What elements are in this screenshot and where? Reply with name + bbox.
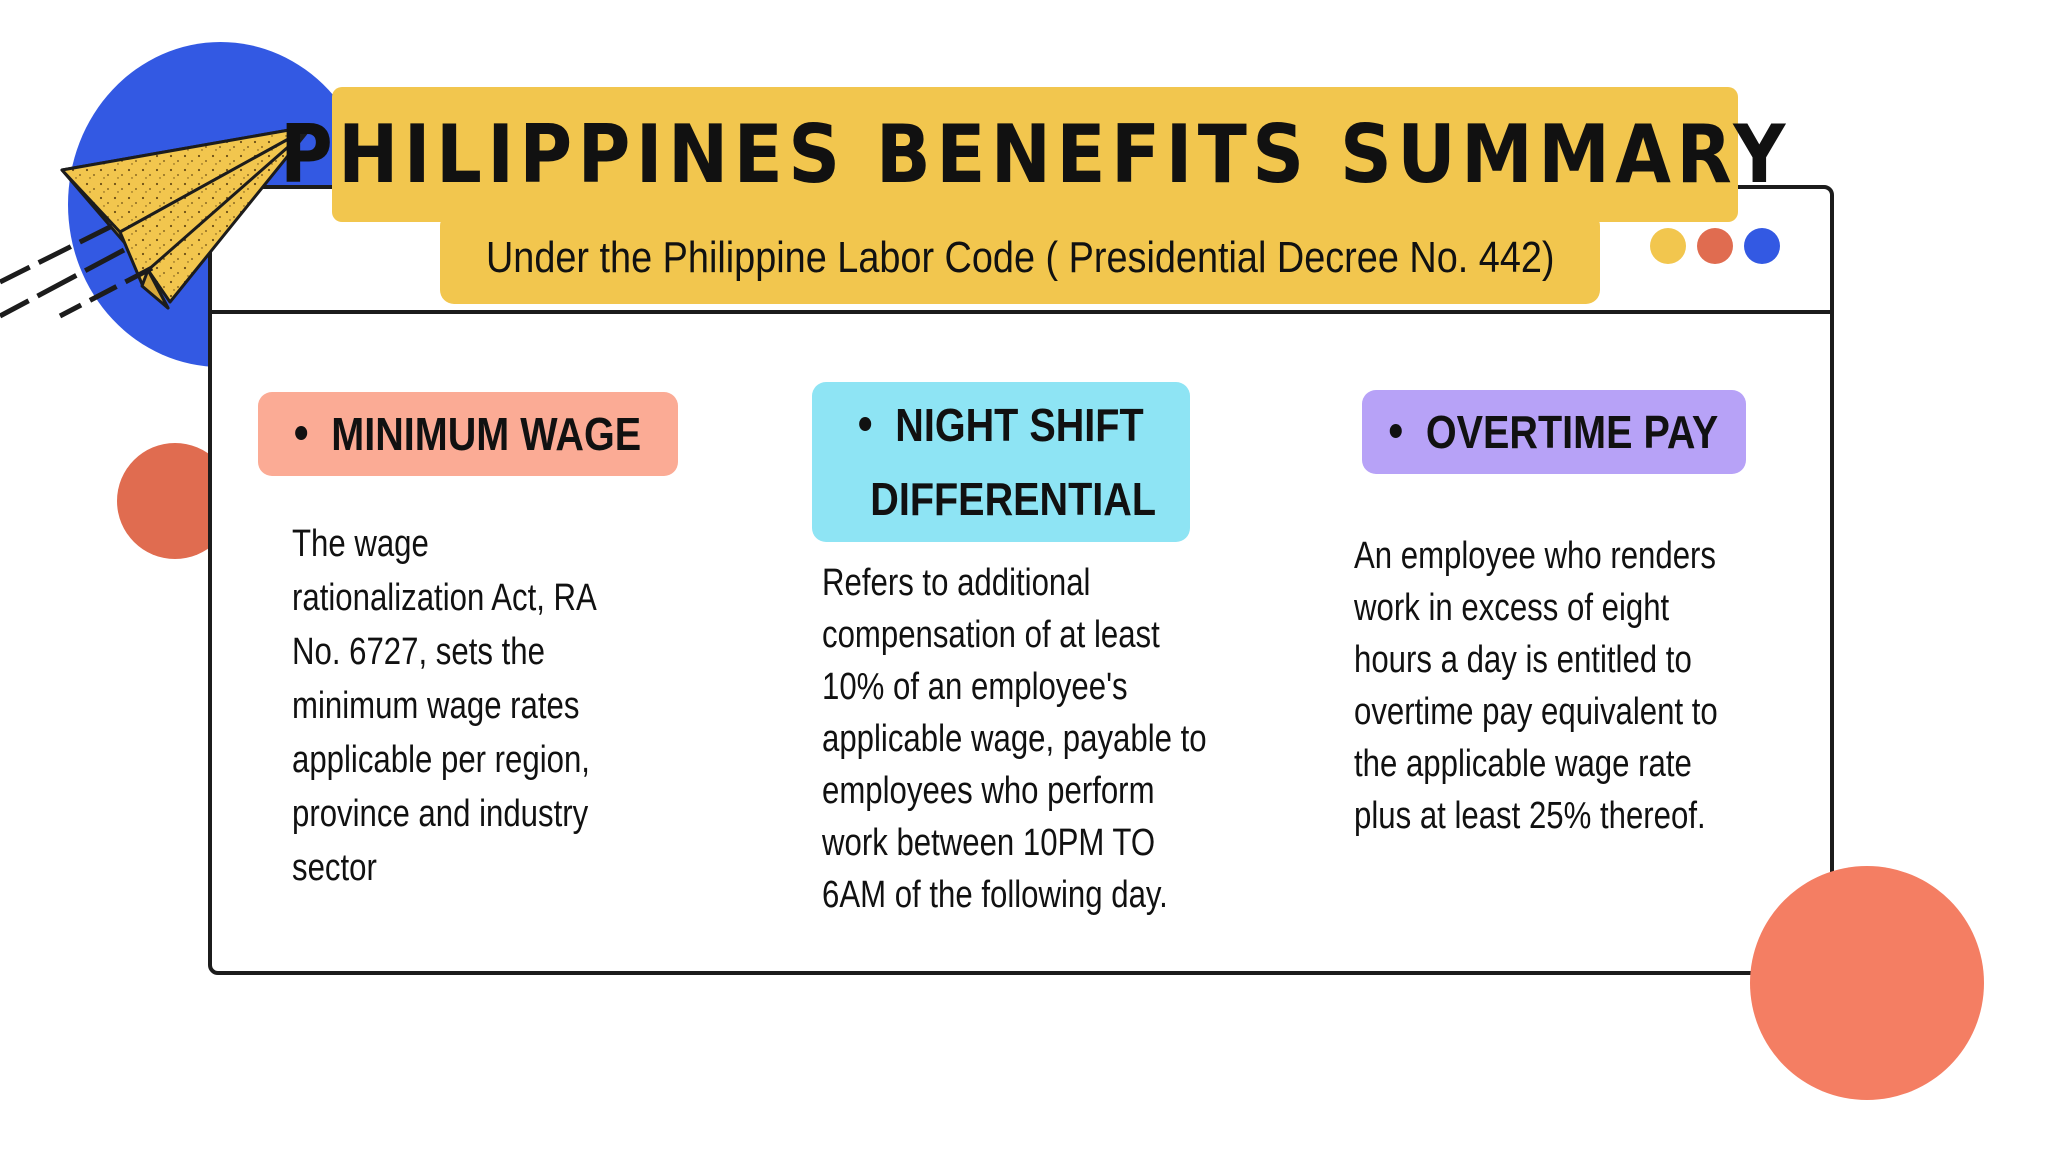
description-line: applicable wage, payable to — [822, 718, 1207, 760]
description-line: minimum wage rates — [292, 685, 580, 727]
card-header-divider — [208, 310, 1834, 314]
yellow-dot — [1650, 228, 1686, 264]
page-subtitle: Under the Philippine Labor Code ( Presidential Decree No. 442) — [485, 233, 1555, 282]
subtitle-banner — [440, 212, 1600, 304]
overtime-pay-description — [1354, 530, 1798, 842]
description-line: compensation of at least — [822, 614, 1160, 656]
page-title: PHILIPPINES BENEFITS SUMMARY — [279, 108, 1791, 201]
description-line: 6AM of the following day. — [822, 874, 1168, 916]
description-line: sector — [292, 847, 377, 889]
night-shift-heading — [812, 382, 1190, 542]
description-line: overtime pay equivalent to — [1354, 691, 1718, 733]
description-line: work between 10PM TO — [822, 822, 1156, 864]
bullet-icon — [1390, 424, 1402, 438]
description-line: the applicable wage rate — [1354, 743, 1692, 785]
minimum-wage-heading — [258, 392, 678, 476]
description-line: employees who perform — [822, 770, 1155, 812]
description-line: The wage — [292, 523, 429, 565]
blue-dot — [1744, 228, 1780, 264]
description-line: No. 6727, sets the — [292, 631, 545, 673]
red-dot — [1697, 228, 1733, 264]
description-line: province and industry — [292, 793, 589, 835]
overtime-pay-heading — [1362, 390, 1746, 474]
overtime-pay-heading-text: OVERTIME PAY — [1425, 406, 1719, 458]
bullet-icon — [859, 417, 871, 431]
minimum-wage-heading-text: MINIMUM WAGE — [331, 408, 641, 460]
description-line: rationalization Act, RA — [292, 577, 597, 619]
night-shift-heading-line2: DIFFERENTIAL — [870, 473, 1156, 525]
description-line: Refers to additional — [822, 562, 1091, 604]
night-shift-heading-line1: NIGHT SHIFT — [894, 399, 1144, 451]
description-line: work in excess of eight — [1354, 587, 1670, 629]
description-line: plus at least 25% thereof. — [1354, 795, 1706, 837]
description-line: 10% of an employee's — [822, 666, 1128, 708]
minimum-wage-description — [292, 517, 664, 895]
coral-circle-decoration — [1750, 866, 1984, 1100]
description-line: An employee who renders — [1354, 535, 1717, 577]
description-line: applicable per region, — [292, 739, 590, 781]
bullet-icon — [295, 426, 307, 440]
description-line: hours a day is entitled to — [1354, 639, 1692, 681]
night-shift-description — [822, 557, 1291, 921]
title-banner — [279, 87, 1791, 222]
